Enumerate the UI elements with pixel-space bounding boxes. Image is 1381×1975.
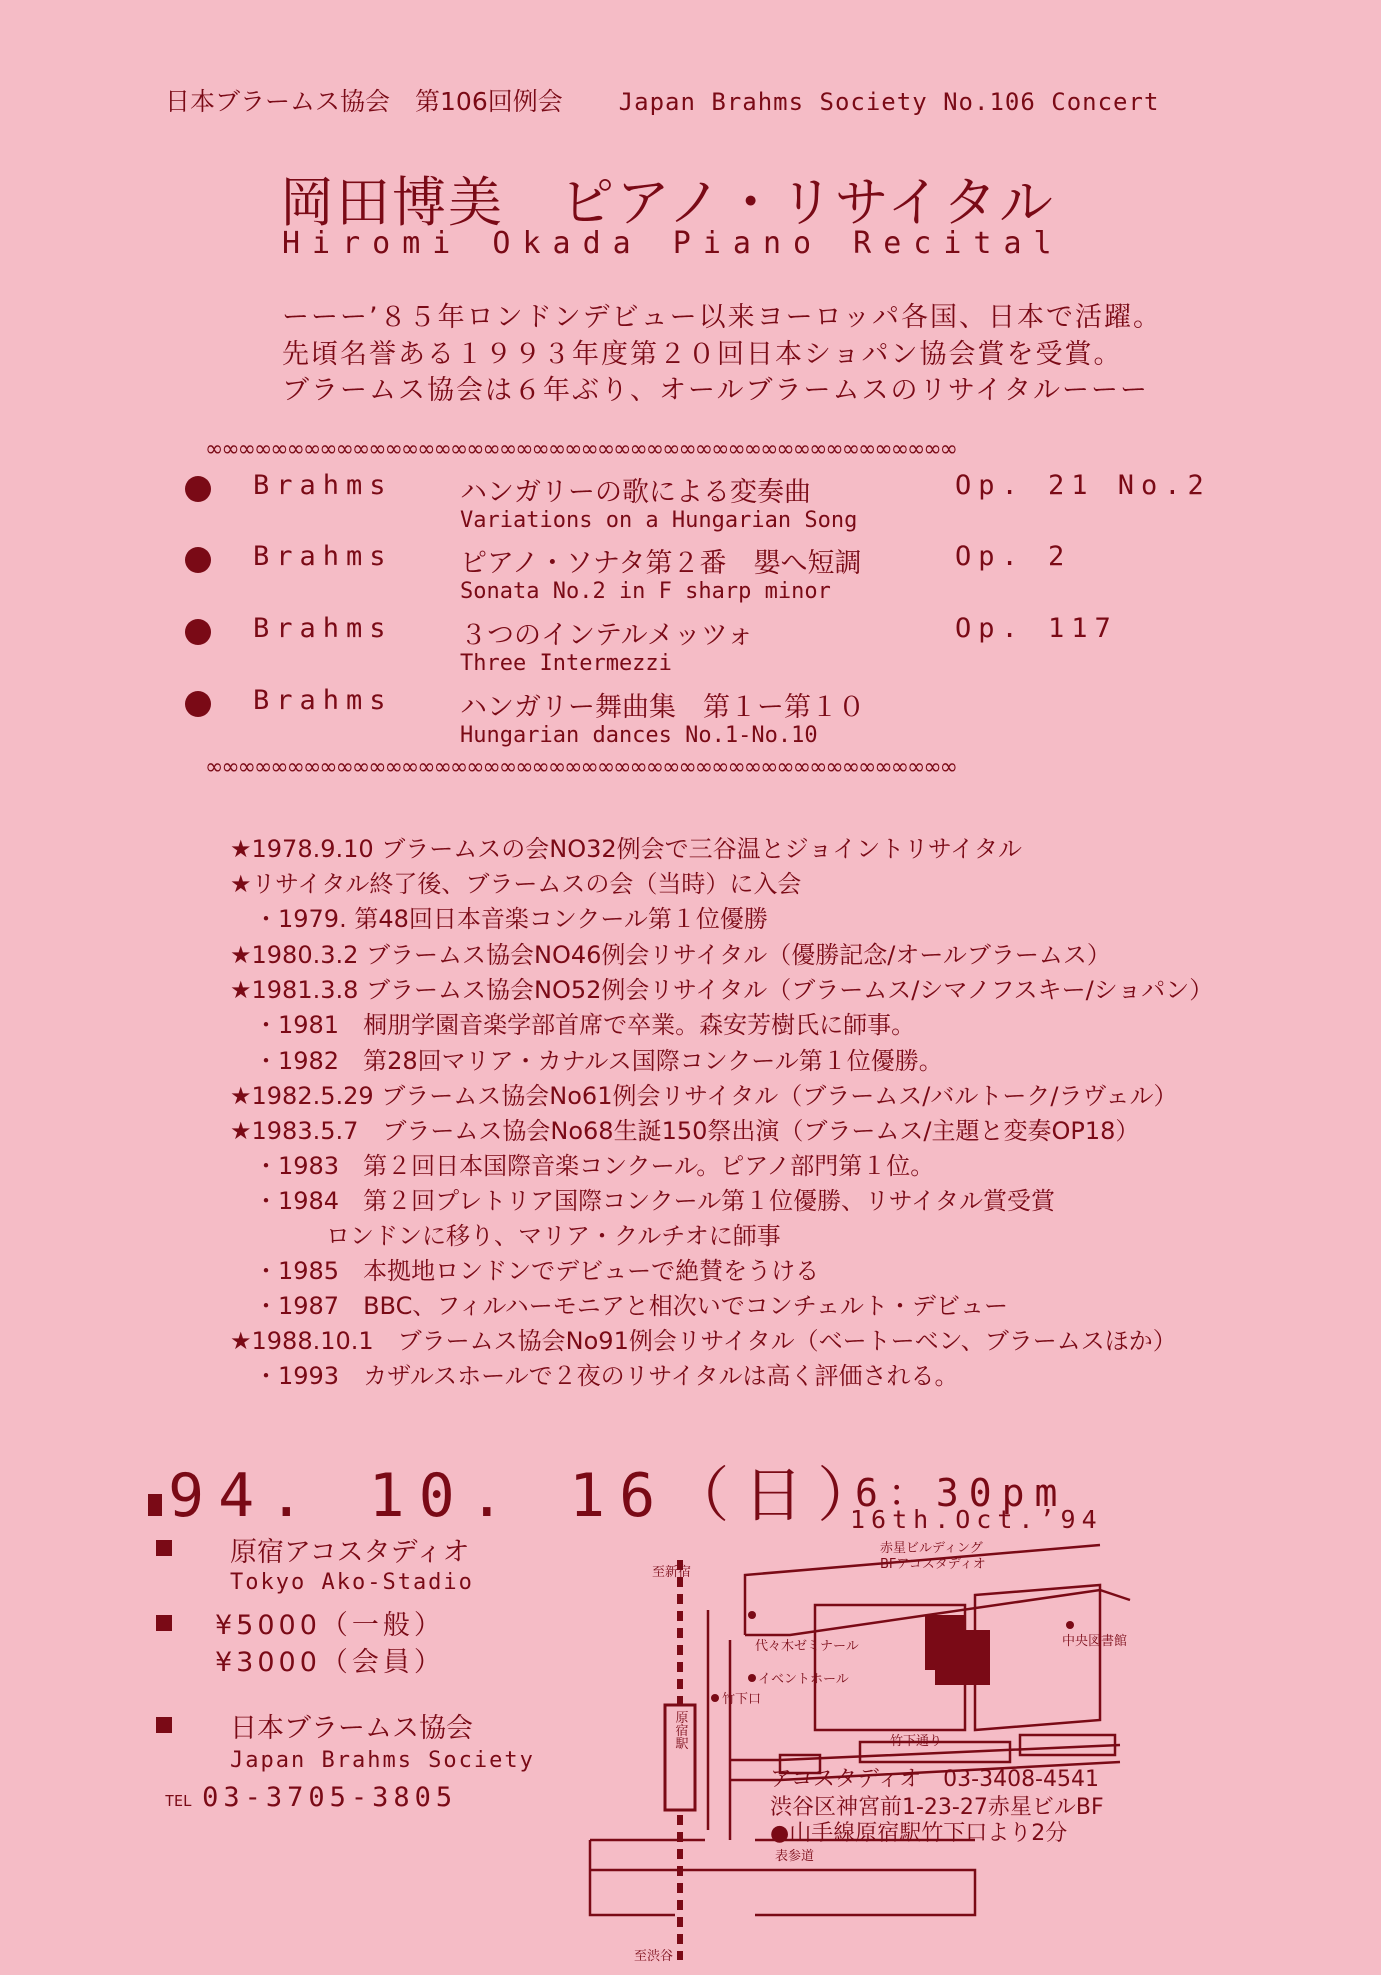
square-bullet-icon [148,1494,162,1516]
map-info-name: アコスタディオ 03-3408-4541 [770,1767,1099,1792]
tel-number: 03-3705-3805 [202,1782,458,1813]
program-opus: Op. 117 [955,613,1118,644]
program-composer: Brahms [253,613,393,644]
organizer-ja: 日本ブラームス協会 [230,1713,473,1744]
venue-en: Tokyo Ako-Stadio [230,1570,474,1595]
map-info-address: 渋谷区神宮前1-23-27赤星ビルBF [770,1795,1104,1820]
history-line: ・1987 BBC、フィルハーモニアと相次いでコンチェルト・デビュー [230,1292,1009,1320]
history-line: ★1982.5.29 ブラームス協会No61例会リサイタル（ブラームス/バルトーク/ラヴェル） [230,1082,1178,1110]
landmark-dot-icon [1066,1621,1074,1629]
program-composer: Brahms [253,541,393,572]
organizer-en: Japan Brahms Society [230,1748,535,1773]
history-line: ★1978.9.10 ブラームスの会NO32例会で三谷温とジョイントリサイタル [230,835,1023,863]
map-station: 原宿駅 [672,1710,688,1750]
square-bullet-icon [156,1615,172,1631]
landmark-dot-icon [711,1694,719,1702]
history-line: ロンドンに移り、マリア・クルチオに師事 [230,1222,781,1250]
history-line: ・1984 第２回プレトリア国際コンクール第１位優勝、リサイタル賞受賞 [230,1187,1055,1215]
history-line: ・1982 第28回マリア・カナルス国際コンクール第１位優勝。 [230,1047,943,1075]
history-line: ★1981.3.8 ブラームス協会NO52例会リサイタル（ブラームス/シマノフスキー/ショパン） [230,976,1214,1004]
program-opus: Op. 21 No.2 [955,470,1211,501]
event-date-text: 94. 10. 16（日） [168,1461,892,1531]
program-opus: Op. 2 [955,541,1072,572]
program-work-ja: ハンガリーの歌による変奏曲 [460,477,811,508]
price-member: ¥3000（会員） [215,1647,445,1678]
bullet-icon [185,691,211,717]
program-item [185,541,1205,613]
landmark-dot-icon [748,1611,756,1619]
header [165,82,1159,118]
square-bullet-icon [156,1540,172,1556]
history-line: ・1979. 第48回日本音楽コンクール第１位優勝 [230,905,768,933]
map-takeshita-street: 竹下通り [890,1734,943,1749]
map-omotesando: 表参道 [775,1849,815,1864]
history-line: ・1981 桐朋学園音楽学部首席で卒業。森安芳樹氏に師事。 [230,1011,916,1039]
bullet-icon [185,476,211,502]
price-general: ¥5000（一般） [215,1610,445,1641]
landmark-dot-icon [748,1674,756,1682]
header-ja: 日本ブラームス協会 第106回例会 [165,87,563,116]
map-event-hall: イベントホール [758,1672,849,1687]
history-line: ★リサイタル終了後、ブラームスの会（当時）に入会 [230,870,802,898]
program-item [185,613,1205,685]
program-item [185,685,1205,757]
venue-building-icon [925,1615,990,1685]
map-yoyogi-seminar: 代々木ゼミナール [755,1639,859,1654]
intro-line-2: 先頃名誉ある１９９３年度第２０回日本ショパン協会賞を受賞。 [282,339,1123,370]
event-date-en: 16th.Oct.’94 [850,1505,1103,1534]
divider-bottom: ∞∞∞∞∞∞∞∞∞∞∞∞∞∞∞∞∞∞∞∞∞∞∞∞∞∞∞∞∞∞∞∞∞∞∞∞∞∞∞∞∞∞∞∞∞∞ [205,755,957,780]
program-work-en: Three Intermezzi [460,651,672,676]
history-line: ★1980.3.2 ブラームス協会NO46例会リサイタル（優勝記念/オールブラームス） [230,941,1111,969]
map-building: 赤星ビルディング [880,1541,983,1556]
program-work-en: Hungarian dances No.1-No.10 [460,723,818,748]
venue-ja: 原宿アコスタディオ [230,1537,470,1568]
bullet-icon [185,547,211,573]
intro-line-3: ブラームス協会は６年ぶり、オールブラームスのリサイタルーーー [282,375,1150,406]
event-time: 6：30pm [855,1471,1068,1515]
program-work-ja: ３つのインテルメッツォ [460,620,754,651]
organizer-tel [165,1782,457,1813]
program-work-ja: ピアノ・ソナタ第２番 嬰へ短調 [460,548,862,579]
access-map [580,1530,1180,1970]
program-item [185,470,1211,542]
history-line: ★1988.10.1 ブラームス協会No91例会リサイタル（ベートーベン、ブラームスほか） [230,1327,1177,1355]
map-chuo-library: 中央図書館 [1062,1634,1128,1649]
program-composer: Brahms [253,470,393,501]
tel-label: TEL [165,1792,193,1810]
map-takeshita-exit: 竹下口 [722,1692,762,1707]
map-to-shinjuku: 至新宿 [652,1565,692,1580]
map-building-floor: BFアコスタディオ [880,1557,986,1572]
map-to-shibuya: 至渋谷 [634,1949,674,1964]
header-en: Japan Brahms Society No.106 Concert [618,88,1160,116]
program-composer: Brahms [253,685,393,716]
program-work-en: Variations on a Hungarian Song [460,508,858,533]
program-work-ja: ハンガリー舞曲集 第１ー第１０ [460,692,865,723]
map-info-access: ●山手線原宿駅竹下口より2分 [770,1821,1068,1846]
event-date [148,1448,891,1534]
history-line: ★1983.5.7 ブラームス協会No68生誕150祭出演（ブラームス/主題と変奏OP18） [230,1117,1140,1145]
history-line: ・1985 本拠地ロンドンでデビューで絶賛をうける [230,1257,820,1285]
bullet-icon [185,619,211,645]
square-bullet-icon [156,1717,172,1733]
title-ja: 岡田博美 ピアノ・リサイタル [280,171,1055,234]
divider-top: ∞∞∞∞∞∞∞∞∞∞∞∞∞∞∞∞∞∞∞∞∞∞∞∞∞∞∞∞∞∞∞∞∞∞∞∞∞∞∞∞∞∞∞∞∞∞ [205,437,957,462]
intro-line-1: ーーー’８５年ロンドンデビュー以来ヨーロッパ各国、日本で活躍。 [282,302,1163,333]
history-line: ・1983 第２回日本国際音楽コンクール。ピアノ部門第１位。 [230,1152,935,1180]
history-line: ・1993 カザルスホールで２夜のリサイタルは高く評価される。 [230,1362,959,1390]
title-en: Hiromi Okada Piano Recital [282,226,1064,261]
program-work-en: Sonata No.2 in F sharp minor [460,579,831,604]
